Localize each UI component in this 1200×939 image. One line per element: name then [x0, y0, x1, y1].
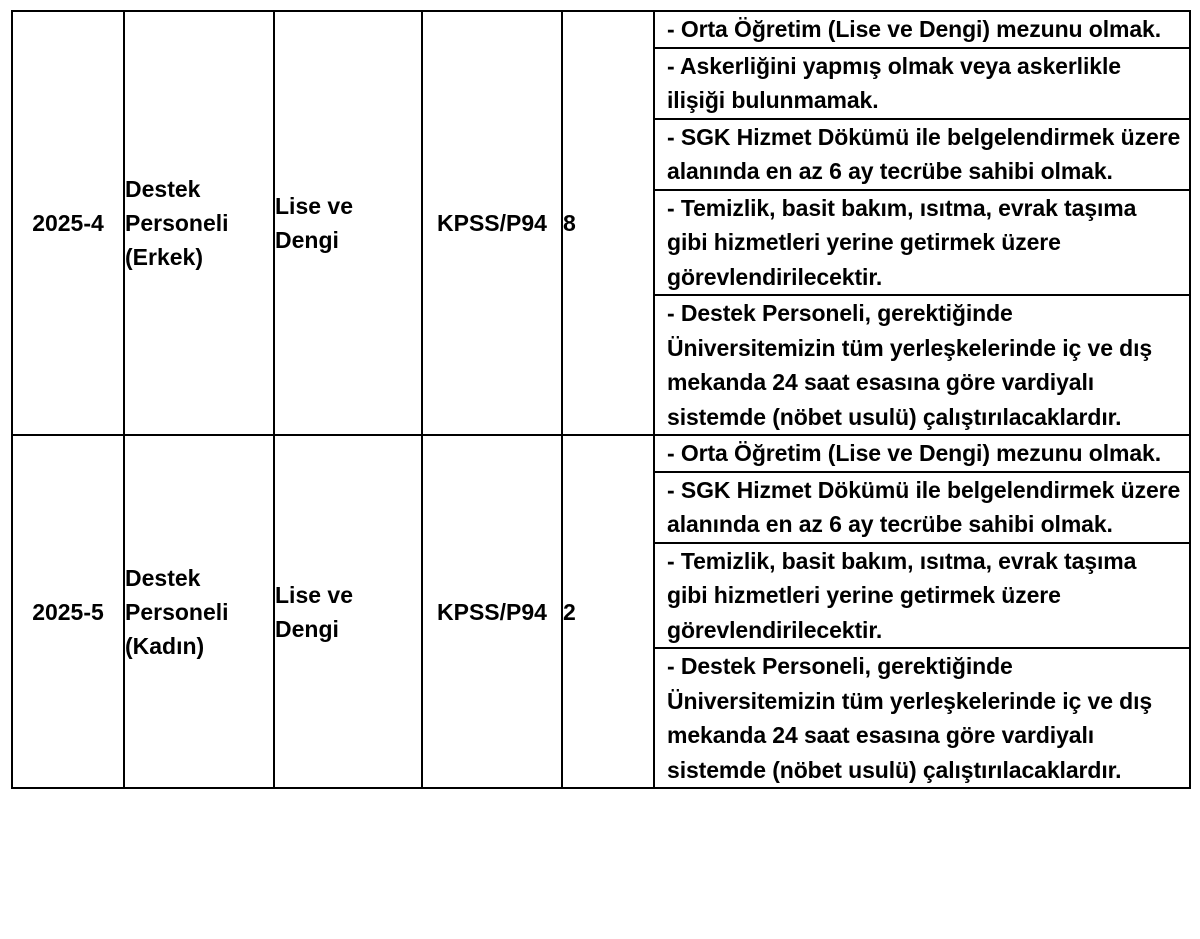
requirement-item: - Destek Personeli, gerektiğinde Üniversitemizin tüm yerleşkelerinde iç ve dış mekanda 24 saat esasına göre vardiyalı sistemde (nöbet usulü) çalıştırılacaklardır.	[667, 300, 1153, 430]
positions-table	[11, 10, 1191, 789]
position-count: 2	[562, 435, 654, 788]
requirement-item: - Orta Öğretim (Lise ve Dengi) mezunu olmak.	[655, 12, 1189, 49]
position-count: 8	[562, 11, 654, 435]
position-title: Destek Personeli (Erkek)	[124, 11, 274, 435]
exam-score-type: KPSS/P94	[422, 435, 562, 788]
requirements-list	[655, 436, 1189, 787]
requirements-cell	[654, 11, 1190, 435]
requirement-item: - SGK Hizmet Dökümü ile belgelendirmek üzere alanında en az 6 ay tecrübe sahibi olmak.	[655, 473, 1189, 544]
education-level: Lise ve Dengi	[274, 435, 422, 788]
table-row	[12, 435, 1190, 788]
education-level: Lise ve Dengi	[274, 11, 422, 435]
requirement-item: - Destek Personeli, gerektiğinde Üniversitemizin tüm yerleşkelerinde iç ve dış mekanda 24 saat esasına göre vardiyalı sistemde (nöbet usulü) çalıştırılacaklardır.	[667, 653, 1153, 783]
position-title: Destek Personeli (Kadın)	[124, 435, 274, 788]
requirements-cell	[654, 435, 1190, 788]
requirements-list	[655, 12, 1189, 434]
exam-score-type: KPSS/P94	[422, 11, 562, 435]
requirement-item: - Temizlik, basit bakım, ısıtma, evrak taşıma gibi hizmetleri yerine getirmek üzere görevlendirilecektir.	[655, 544, 1189, 650]
requirement-item: - Temizlik, basit bakım, ısıtma, evrak taşıma gibi hizmetleri yerine getirmek üzere görevlendirilecektir.	[655, 191, 1189, 297]
requirement-item: - Orta Öğretim (Lise ve Dengi) mezunu olmak.	[655, 436, 1189, 473]
requirement-item: - SGK Hizmet Dökümü ile belgelendirmek üzere alanında en az 6 ay tecrübe sahibi olmak.	[655, 120, 1189, 191]
table-row	[12, 11, 1190, 435]
position-code: 2025-5	[12, 435, 124, 788]
requirement-item: - Askerliğini yapmış olmak veya askerlikle ilişiği bulunmamak.	[655, 49, 1189, 120]
position-code: 2025-4	[12, 11, 124, 435]
